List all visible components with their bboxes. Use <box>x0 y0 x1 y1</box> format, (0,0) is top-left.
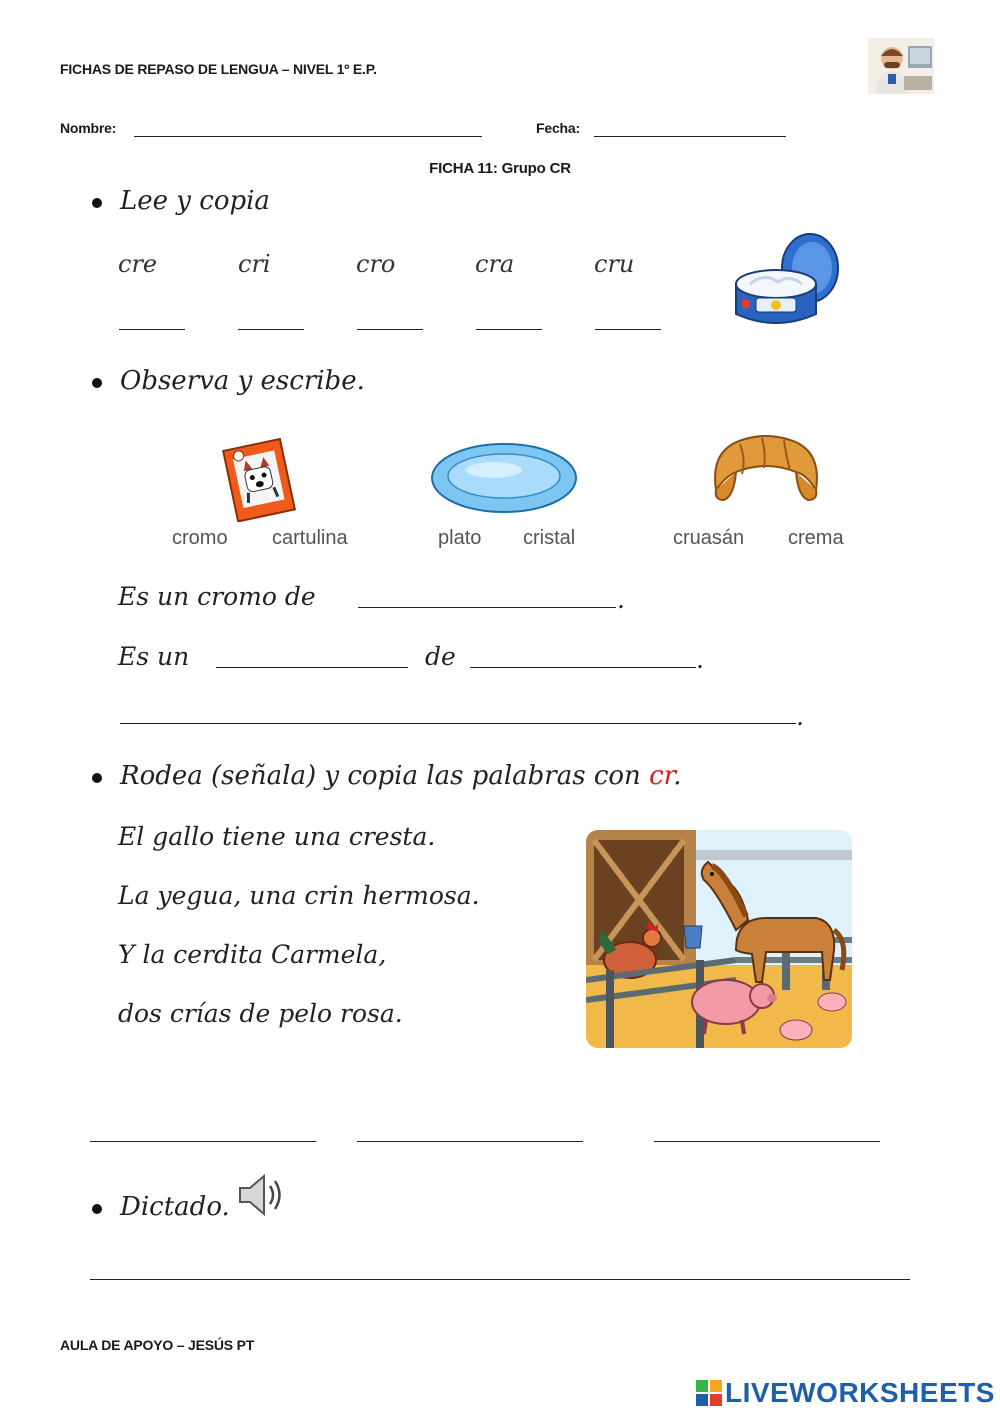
footer-credit: AULA DE APOYO – JESÚS PT <box>60 1337 255 1353</box>
author-avatar <box>868 38 934 94</box>
cream-jar-image <box>728 232 844 332</box>
liveworksheets-logo-icon <box>696 1380 722 1406</box>
farm-animals-image <box>586 830 852 1048</box>
sentence2-mid: de <box>425 642 456 671</box>
word-option-cruasan: cruasán <box>673 527 745 549</box>
cr-word-field-1[interactable] <box>90 1141 316 1142</box>
sentence1-answer-field[interactable] <box>358 607 616 608</box>
worksheet-header-title: FICHAS DE REPASO DE LENGUA – NIVEL 1º E.P. <box>60 61 377 77</box>
sentence3-period: . <box>796 702 804 731</box>
croissant-image <box>706 430 826 506</box>
copy-field-cru[interactable] <box>595 329 661 330</box>
poem-line-2[interactable]: La yegua, una crin hermosa. <box>118 881 480 910</box>
copy-field-cre[interactable] <box>119 329 185 330</box>
syllable-cre: cre <box>118 250 158 278</box>
date-label: Fecha: <box>536 120 580 136</box>
syllable-cru: cru <box>594 250 635 278</box>
section3-title-period: . <box>673 761 682 791</box>
liveworksheets-logo <box>696 1376 996 1410</box>
section3-title-text: Rodea (señala) y copia las palabras con <box>120 761 641 791</box>
name-field[interactable] <box>134 136 482 137</box>
sentence1-start: Es un cromo de <box>118 582 316 611</box>
section3-title <box>120 761 681 791</box>
sheet-title: FICHA 11: Grupo CR <box>429 160 571 177</box>
syllable-cra: cra <box>475 250 515 278</box>
word-option-crema: crema <box>788 527 844 549</box>
copy-field-cri[interactable] <box>238 329 304 330</box>
section1-title: Lee y copia <box>120 186 270 216</box>
sentence3-answer-field[interactable] <box>120 723 796 724</box>
dictation-answer-field[interactable] <box>90 1279 910 1280</box>
section2-title: Observa y escribe. <box>120 366 365 396</box>
word-option-cristal: cristal <box>523 527 576 549</box>
liveworksheets-logo-text: LIVEWORKSHEETS <box>725 1377 995 1408</box>
cr-word-field-2[interactable] <box>357 1141 583 1142</box>
sentence2-period: . <box>696 645 704 674</box>
poem-line-4[interactable]: dos crías de pelo rosa. <box>118 999 403 1028</box>
sentence2-answer-field-2[interactable] <box>470 667 696 668</box>
word-option-cromo: cromo <box>172 527 228 549</box>
speaker-icon[interactable] <box>234 1172 286 1218</box>
word-option-plato: plato <box>438 527 482 549</box>
trading-card-image <box>220 438 300 522</box>
section3-title-highlight: cr <box>649 761 674 791</box>
sentence2-answer-field-1[interactable] <box>216 667 408 668</box>
section4-title: Dictado. <box>120 1192 230 1222</box>
copy-field-cro[interactable] <box>357 329 423 330</box>
word-option-cartulina: cartulina <box>272 527 348 549</box>
plate-image <box>428 440 580 516</box>
name-label: Nombre: <box>60 120 117 136</box>
sentence2-start: Es un <box>118 642 190 671</box>
sentence1-period: . <box>617 585 625 614</box>
date-field[interactable] <box>594 136 786 137</box>
syllable-cro: cro <box>356 250 396 278</box>
cr-word-field-3[interactable] <box>654 1141 880 1142</box>
copy-field-cra[interactable] <box>476 329 542 330</box>
poem-line-1[interactable]: El gallo tiene una cresta. <box>118 822 436 851</box>
syllable-cri: cri <box>238 250 271 278</box>
poem-line-3[interactable]: Y la cerdita Carmela, <box>118 940 387 969</box>
